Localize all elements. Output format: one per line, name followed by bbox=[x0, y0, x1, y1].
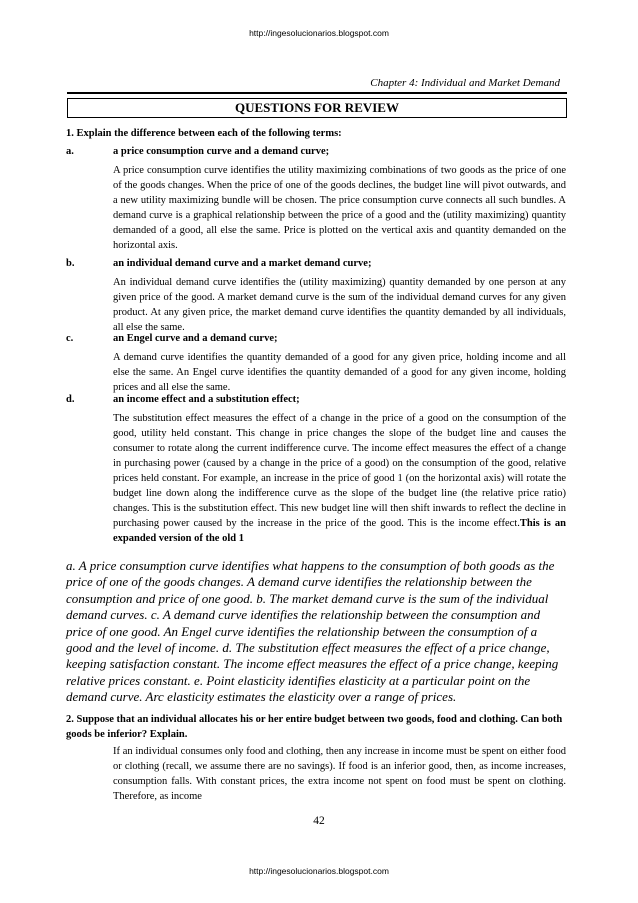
item-b-answer: An individual demand curve identifies the (utility maximizing) quantity demanded by one person at any given price of the good. A market demand curve is the sum of the individual demand curves for any given product. At any given price, the market demand curve identifies the quantity demanded by all individuals, all else the same. bbox=[113, 277, 566, 333]
item-d-answer-text: The substitution effect measures the effect of a change in the price of a good on the consumption of the good, utility held constant. This change in price changes the slope of the budget line and causes the consumer to rotate along the current indifference curve. The income effect measures the effect of a change in purchasing power (caused by a change in the price of a good) on the consumption of the good, relative prices held constant. For example, an increase in the price of good 1 (on the horizontal axis) will rotate the budget line down along the indifference curve as the slope of the budget line (the relative price ratio) changes. This is the substitution effect. This new budget line will then shift inwards to reflect the decline in purchasing power caused by the increase in the price of the good. This is the income effect. bbox=[113, 413, 566, 529]
item-d-letter: d. bbox=[66, 394, 75, 405]
item-c-answer: A demand curve identifies the quantity demanded of a good for any given price, holding income and all else the same. An Engel curve identifies the quantity demanded of a good for any given income, holding prices and all else the same. bbox=[113, 352, 566, 393]
question-2-prompt: 2. Suppose that an individual allocates his or her entire budget between two goods, food and clothing. Can both goods be inferior? Explain. bbox=[66, 714, 563, 740]
item-b-term: an individual demand curve and a market demand curve; bbox=[113, 258, 372, 269]
header-rule bbox=[67, 92, 567, 94]
item-a-answer: A price consumption curve identifies the utility maximizing combinations of two goods as the price of one of the goods changes. When the price of one of the goods declines, the budget line will pivot outwards, and a new utility maximizing bundle will be chosen. The price consumption curve connects all such bundles. A demand curve is a graphical relationship between the price of a good and the (utility maximizing) quantity demanded of a good, all else the same. Price is plotted on the vertical axis and quantity demanded on the horizontal axis. bbox=[113, 165, 566, 251]
section-title: QUESTIONS FOR REVIEW bbox=[67, 98, 567, 118]
item-a-term: a price consumption curve and a demand curve; bbox=[113, 146, 330, 157]
page-number: 42 bbox=[313, 815, 325, 827]
item-d-answer-bold-note: This is an expanded version of the old 1 bbox=[113, 518, 566, 544]
item-b-letter: b. bbox=[66, 258, 75, 269]
question-1-prompt: 1. Explain the difference between each of the following terms: bbox=[66, 128, 342, 139]
item-d-term: an income effect and a substitution effect; bbox=[113, 394, 300, 405]
footer-url[interactable]: http://ingesolucionarios.blogspot.com bbox=[249, 866, 389, 876]
chapter-heading: Chapter 4: Individual and Market Demand bbox=[370, 77, 560, 89]
item-c-letter: c. bbox=[66, 333, 74, 344]
old-answer-italic: a. A price consumption curve identifies what happens to the consumption of both goods as the price of one of the goods changes. A demand curve identifies the relationship between the consumption and price of one good. b. The market demand curve is the sum of the individual demand curves. c. A demand curve identifies the relationship between the consumption and price of one good. An Engel curve identifies the relationship between the consumption of a good and the level of income. d. The substitution effect measures the effect of a price change, keeping satisfaction constant. The income effect measures the effect of a price change, keeping relative prices constant. e. Point elasticity identifies elasticity at a particular point on the demand curve. Arc elasticity estimates the elasticity over a range of prices. bbox=[66, 558, 559, 705]
item-d-answer bbox=[113, 411, 566, 546]
item-a-letter: a. bbox=[66, 146, 74, 157]
item-c-term: an Engel curve and a demand curve; bbox=[113, 333, 278, 344]
header-url[interactable]: http://ingesolucionarios.blogspot.com bbox=[249, 28, 389, 38]
question-2-answer: If an individual consumes only food and clothing, then any increase in income must be spent on either food or clothing (recall, we assume there are no savings). If food is an inferior good, then, as income increases, consumption falls. With constant prices, the extra income not spent on food must be spent on clothing. Therefore, as income bbox=[113, 746, 566, 802]
